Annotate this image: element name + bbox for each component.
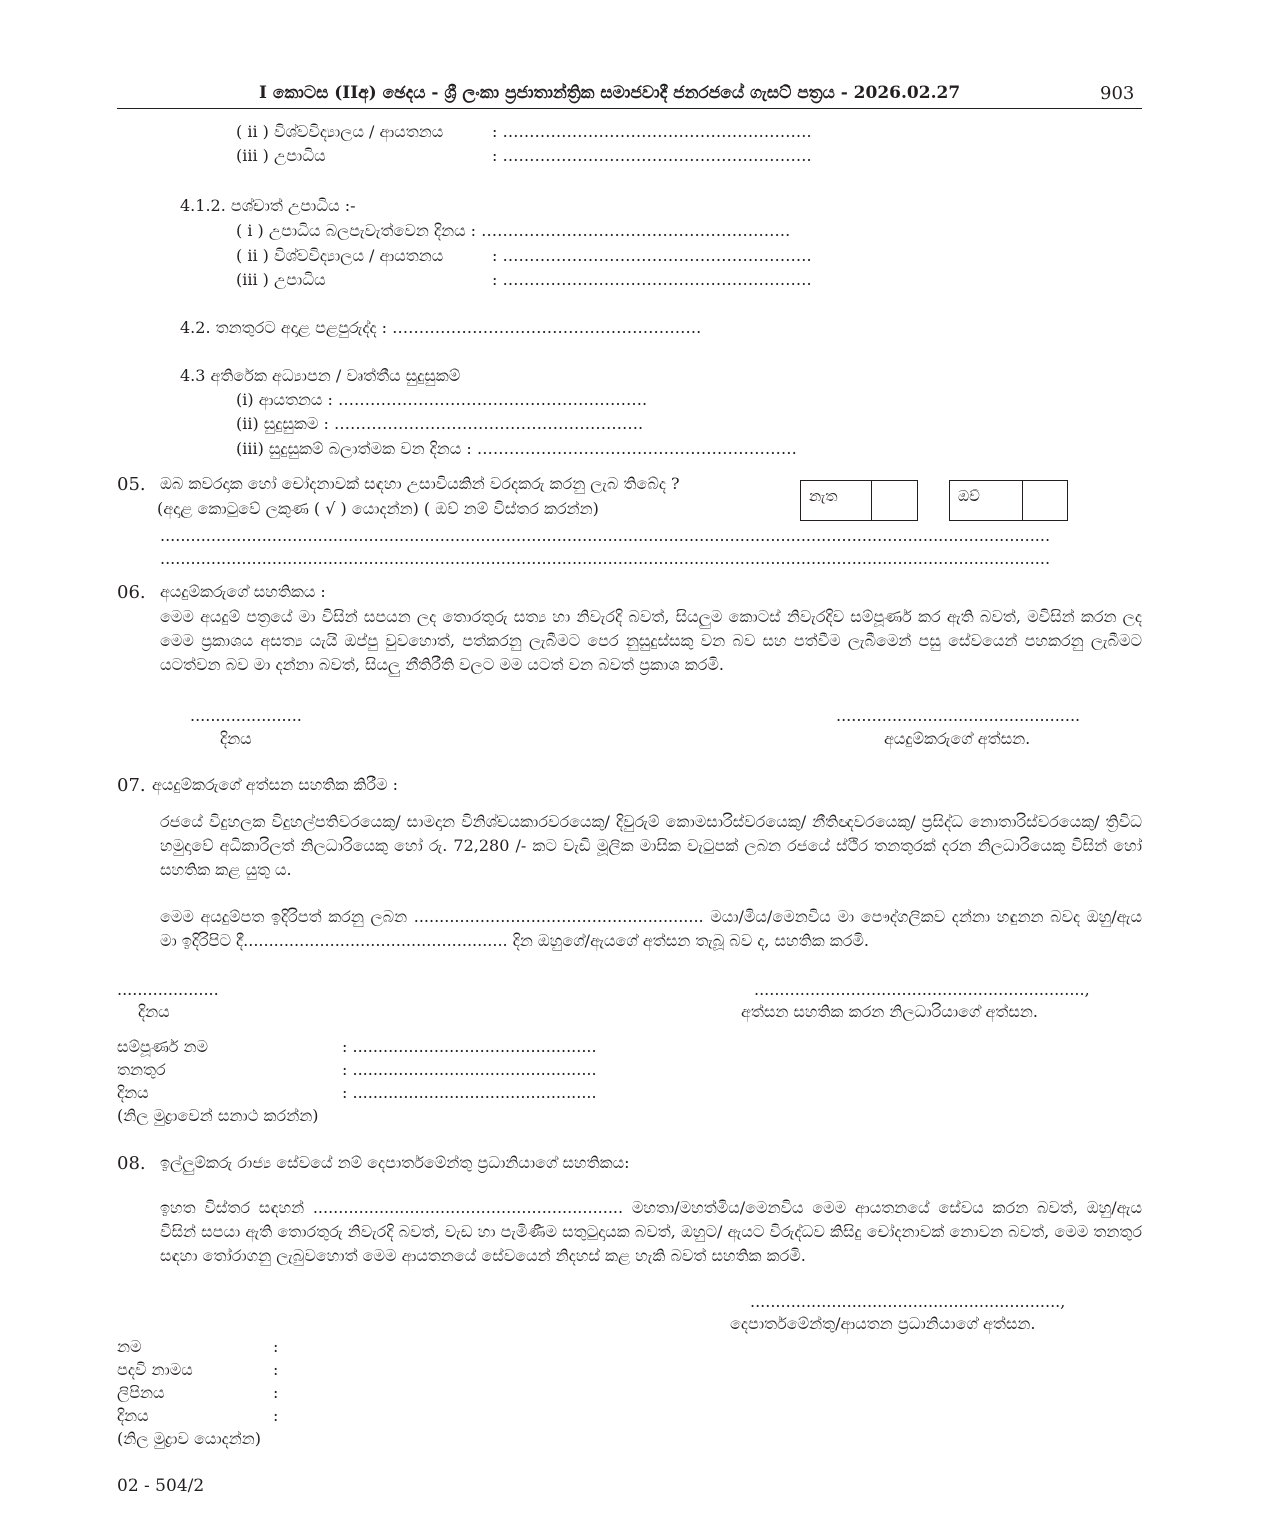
page-header-title: I කොටස (IIඅ) ඡෙදය - ශ්‍රී ලංකා ප්‍රජාතාන්ත්‍රික සමාජවාදී ජනරජයේ ගැසට් පත්‍රය - 2026.02.27 [259, 83, 961, 103]
postgrad-university-dots: : …………………………………………………. [492, 246, 812, 265]
postgrad-heading: 4.1.2. පශ්චාත් උපාධිය :- [180, 196, 356, 215]
postgrad-university-label: ( ii ) විශ්වවිද්‍යාලය / ආයතනය [236, 246, 444, 265]
attestation-date-label: දිනය [138, 1002, 170, 1021]
officer-designation-field[interactable]: : ................................................ [342, 1060, 597, 1079]
attestation-statement: මෙම අයදුම්පත ඉදිරිපත් කරනු ලබන ......................................................... මයා/මිය/මෙනවිය මා පෞද්ගලිකව දන්නා හඳුනන බවද ඔහු/ඇය මා ඉදිරිපිට දී.................................................... දින ඔහුගේ/ඇයගේ අත්සන තැබූ බව ද, සහතික කරමි. [160, 907, 1142, 950]
attestation-authorities: රජයේ විදුහලක විදුහල්පතිවරයෙකු/ සාමදාන විනිශ්චයකාරවරයෙකු/ දිවුරුම් කොමසාරිස්වරයෙකු/ නීතිඥවරයෙකු/ ප්‍රසිද්ධ නොතාරිස්වරයෙකු/ ත්‍රිවිධ හමුදාවේ අධිකාරිලත් නිලධාරියෙකු හෝ රු. 72,280 /- කට වැඩි මූලික මාසික වැටුපක් ලබන රජයේ ස්ථිර තනතුරක් දරන නිලධාරියෙකු විසින් හෝ සහතික කළ යුතු ය. [160, 812, 1142, 879]
official-seal-note: (නිල මුද්‍රාවෙන් සනාථ කරන්න) [117, 1106, 319, 1125]
conviction-instruction: (අදාළ කොටුවේ ලකුණ ( √ ) යොදන්න) ( ඔව් නම් විස්තර කරන්න) [157, 499, 599, 518]
applicant-signature-label: අයදුම්කරුගේ අත්සන. [884, 729, 1031, 748]
section-07-number: 07. [117, 775, 146, 796]
extra-qualification: (ii) සුදුසුකම : …………………………………………………. [236, 414, 644, 433]
university-label: ( ii ) විශ්වවිද්‍යාලය / ආයතනය [236, 122, 444, 141]
conviction-question: ඔබ කවරදාක හෝ චෝදනාවක් සඳහා උසාවියකින් වරදකරු කරනු ලැබ තිබේද ? [160, 474, 680, 493]
extra-effective-date: (iii) සුදුසුකම් බලාත්මක වන දිනය : …………………………………………………… [236, 439, 797, 458]
attesting-officer-signature-label: අත්සන සහතික කරන නිලධාරියාගේ අත්සන. [741, 1002, 1038, 1021]
yes-checkbox-group [949, 480, 1068, 521]
degree-label: (iii ) උපාධිය [236, 146, 326, 165]
extra-qualifications-heading: 4.3 අතිරේක අධ්‍යාපන / වෘත්තීය සුදුසුකම් [180, 366, 461, 385]
officer-date-field[interactable]: : ................................................ [342, 1083, 597, 1102]
section-06-number: 06. [117, 582, 146, 603]
officer-full-name-field[interactable]: : ................................................ [342, 1037, 597, 1056]
head-seal-note: (නිල මුද්‍රාව යොදන්න) [117, 1429, 261, 1448]
applicant-declaration: මෙම අයදුම් පත්‍රයේ මා විසින් සපයන ලද තොරතුරු සත්‍ය හා නිවැරදි බවත්, සියලුම කොටස් නිවැරදිව සම්පූර්ණ කර ඇති බවත්, මවිසින් කරන ලද මෙම ප්‍රකාශය අසත්‍ය යැයි ඔප්පු වුවහොත්, පත්කරනු ලැබීමට පෙර නුසුදුස්සකු වන බව සහ පත්වීම ලැබීමෙන් පසු සේවයෙන් පහකරනු ලැබීමට යටත්වන බව මා දන්නා බවත්, සියලු නීතිරීති වලට මම යටත් වන බවත් ප්‍රකාශ කරමි. [160, 607, 1142, 674]
section-05-number: 05. [117, 474, 146, 495]
yes-checkbox[interactable] [1023, 481, 1067, 520]
details-dots-line-2: ............................................................................................................................................................................... [160, 549, 1051, 568]
head-name-label: නම [117, 1337, 142, 1356]
officer-date-label: දිනය [117, 1083, 149, 1102]
applicant-signature-dots: ................................................ [836, 706, 1081, 725]
head-of-department-certificate-title: ඉල්ලුම්කරු රාජ්‍ය සේවයේ නම් දෙපාර්තමේන්තු ප්‍රධානියාගේ සහතිකය: [160, 1153, 630, 1172]
page-number: 903 [1100, 83, 1135, 104]
signature-attestation-title: අයදුම්කරුගේ අත්සන සහතික කිරීම : [152, 775, 398, 794]
postgrad-effective-date: ( i ) උපාධිය බලපැවැත්වෙන දිනය : …………………………………………………. [236, 221, 791, 240]
attestation-date-dots: .................... [117, 980, 219, 999]
applicant-date-dots: ...................... [190, 706, 302, 725]
head-address-field[interactable]: : [273, 1383, 279, 1402]
no-checkbox-group [800, 480, 918, 521]
officer-full-name-label: සම්පූර්ණ නම [117, 1037, 209, 1056]
head-date-field[interactable]: : [273, 1406, 279, 1425]
applicant-certificate-title: අයදුම්කරුගේ සහතිකය : [160, 582, 326, 601]
no-checkbox[interactable] [872, 481, 917, 520]
head-address-label: ලිපිනය [117, 1383, 165, 1402]
university-dots: : …………………………………………………. [492, 122, 812, 141]
degree-dots: : …………………………………………………. [492, 146, 812, 165]
applicant-date-label: දිනය [220, 729, 252, 748]
postgrad-degree-label: (iii ) උපාධිය [236, 270, 326, 289]
attesting-officer-signature-dots: ................................................................., [754, 980, 1090, 999]
head-date-label: දිනය [117, 1406, 149, 1425]
head-name-field[interactable]: : [273, 1337, 279, 1356]
experience-line: 4.2. තනතුරට අදාළ පළපුරුද්ද : …………………………………………………. [180, 318, 702, 337]
header-rule [117, 108, 1142, 109]
details-dots-line-1: ............................................................................................................................................................................... [160, 526, 1051, 545]
extra-institution: (i) ආයතනය : …………………………………………………. [236, 390, 648, 409]
head-signature-dots: ............................................................., [750, 1292, 1066, 1311]
head-signature-label: දෙපාර්තමේන්තු/ආයතන ප්‍රධානියාගේ අත්සන. [730, 1314, 1036, 1333]
postgrad-degree-dots: : …………………………………………………. [492, 270, 812, 289]
gazette-footer-code: 02 - 504/2 [117, 1476, 205, 1496]
head-designation-field[interactable]: : [273, 1360, 279, 1379]
head-of-department-statement: ඉහත විස්තර සඳහන් ............................................................. මහතා/මහත්මිය/මෙනවිය මෙම ආයතනයේ සේවය කරන බවත්, ඔහු/ඇය විසින් සපයා ඇති තොරතුරු නිවැරදි බවත්, වැඩ හා පැමිණීම සතුටුදායක බවත්, ඔහුට/ ඇයට විරුද්ධව කිසිදු චෝදනාවක් නොවන බවත්, මෙම තනතුර සඳහා තෝරාගනු ලැබුවහොත් මෙම ආයතනයේ සේවයෙන් නිදහස් කළ හැකි බවත් සහතික කරමි. [160, 1198, 1142, 1265]
yes-label: ඔව් [958, 487, 980, 505]
no-label: නැත [809, 487, 838, 505]
section-08-number: 08. [117, 1153, 146, 1174]
officer-designation-label: තනතුර [117, 1060, 166, 1079]
head-designation-label: පදවි නාමය [117, 1360, 193, 1379]
